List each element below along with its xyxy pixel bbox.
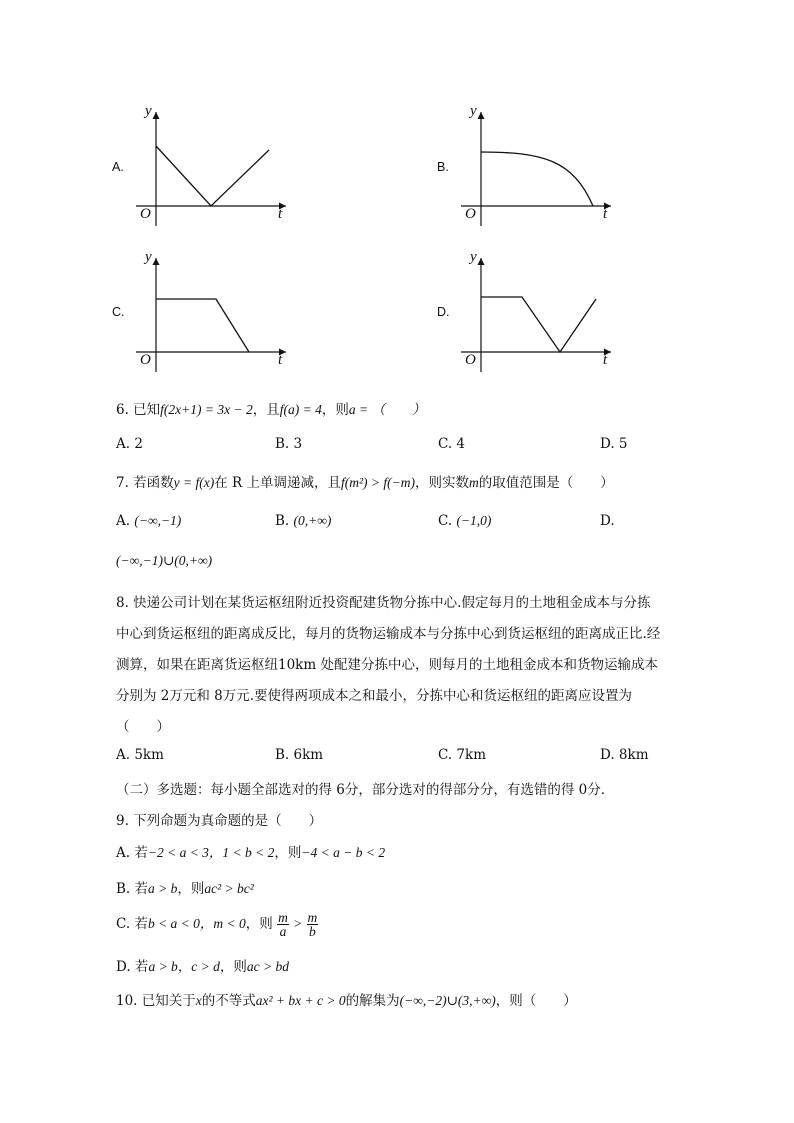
y-axis-label: y (470, 103, 477, 119)
y-axis-label: y (145, 249, 152, 265)
q6-choice-d: D. 5 (600, 436, 628, 452)
option-c-label: C. (112, 305, 125, 319)
fraction-m-over-b: $\frac{m}{b}$ (307, 910, 318, 939)
q6-choice-c: C. 4 (438, 436, 466, 452)
q6-choice-b: B. 3 (275, 436, 303, 452)
y-axis-label: y (145, 103, 152, 119)
q7-choice-b: B. (0,+∞) (275, 513, 332, 529)
graph-d-curve (481, 297, 596, 352)
q6-stem: 6. 已知f(2x+1) = 3x − 2，且f(a) = 4，则a = （ ） (116, 402, 426, 418)
origin-label: O (140, 352, 151, 368)
option-a-label: A. (112, 160, 124, 174)
fraction-m-over-a: $\frac{m}{a}$ (278, 910, 288, 939)
q9-stem: 9. 下列命题为真命题的是（ ） (116, 813, 323, 829)
graph-c (128, 246, 298, 376)
q8-line-4: 分别为 2万元和 8万元.要使得两项成本之和最小，分拣中心和货运枢纽的距离应设置为 (116, 688, 633, 704)
q8-choice-a: A. 5km (116, 747, 164, 763)
graph-b (453, 100, 623, 230)
graph-b-curve (481, 152, 593, 206)
q9-option-c: C. 若b < a < 0，m < 0，则 $\frac{m}{a}$ > $\frac{m}{b}$ (116, 910, 318, 939)
q9-option-b: B. 若a > b，则ac² > bc² (116, 881, 254, 897)
q9-option-a: A. 若−2 < a < 3，1 < b < 2，则−4 < a − b < 2 (116, 845, 386, 861)
t-axis-label: t (603, 352, 608, 368)
section-multi-choice-header: （二）多选题：每小题全部选对的得 6分，部分选对的得部分分，有选错的得 0分． (116, 782, 615, 798)
q6-choice-a: A. 2 (116, 436, 143, 452)
q8-line-2: 中心到货运枢纽的距离成反比，每月的货物运输成本与分拣中心到货运枢纽的距离成正比.经 (116, 626, 661, 642)
origin-label: O (465, 352, 476, 368)
q7-stem: 7. 若函数y = f(x)在 R 上单调递减，且f(m²) > f(−m)，则实数m的取值范围是（ ） (116, 475, 614, 491)
q8-choice-c: C. 7km (438, 747, 487, 763)
option-b-label: B. (437, 160, 449, 174)
origin-label: O (140, 206, 151, 222)
q8-choice-b: B. 6km (275, 747, 324, 763)
q10-stem: 10. 已知关于x的不等式ax² + bx + c > 0的解集为(−∞,−2)∪(3,+∞)，则（ ） (116, 993, 577, 1009)
graph-c-curve (156, 299, 249, 352)
graph-a (128, 100, 298, 230)
q7-choice-d: D. (600, 513, 615, 529)
graph-d (453, 246, 623, 376)
q9-option-d: D. 若a > b，c > d，则ac > bd (116, 959, 290, 975)
t-axis-label: t (278, 206, 283, 222)
q7-choice-a: A. (−∞,−1) (116, 513, 182, 529)
graph-a-curve (156, 146, 269, 206)
q8-line-1: 8. 快递公司计划在某货运枢纽附近投资配建货物分拣中心.假定每月的土地租金成本与分拣 (116, 595, 651, 611)
q7-choice-c: C. (−1,0) (438, 513, 492, 529)
option-d-label: D. (437, 305, 450, 319)
q8-line-5: （ ） (116, 719, 170, 735)
q8-choice-d: D. 8km (600, 747, 649, 763)
y-axis-label: y (470, 249, 477, 265)
q7-choice-d-value: (−∞,−1)∪(0,+∞) (116, 553, 213, 568)
q8-line-3: 测算，如果在距离货运枢纽10km 处配建分拣中心，则每月的土地租金成本和货物运输成本 (116, 657, 658, 673)
t-axis-label: t (603, 206, 608, 222)
t-axis-label: t (278, 352, 283, 368)
origin-label: O (465, 206, 476, 222)
